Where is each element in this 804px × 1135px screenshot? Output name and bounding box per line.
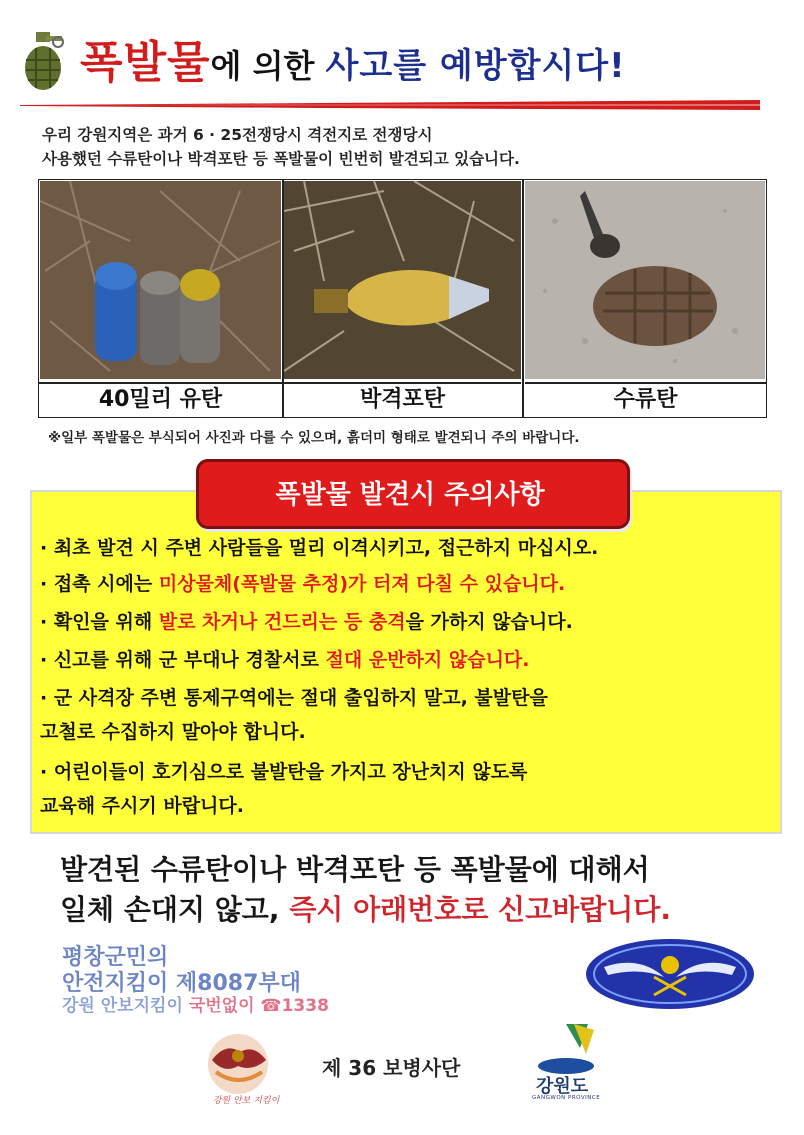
caution-header-text: 폭발물 발견시 주의사항 — [275, 480, 545, 510]
hotline-label: 강원 안보지킴이 — [62, 996, 189, 1016]
rule-warning: 미상물체(폭발물 추정)가 터져 다칠 수 있습니다. — [158, 573, 566, 595]
grenade-rounds-photo — [40, 181, 281, 379]
rule-warning: 발로 차거나 건드리는 등 충격 — [158, 611, 406, 633]
caution-rule-5 — [40, 680, 780, 716]
report-text: 일체 손대지 않고, — [60, 893, 290, 926]
security-guardian-caption: 강원 안보 지킴이 — [212, 1096, 280, 1106]
hand-grenade-photo — [525, 181, 765, 379]
rule-warning: 절대 운반하지 않습니다. — [325, 649, 530, 671]
hotline-number: 국번없이 ☎1338 — [188, 996, 329, 1016]
rule-text: · 어린이들이 호기심으로 불발탄을 가지고 장난치지 않도록 — [40, 761, 528, 783]
intro-line-2: 사용했던 수류탄이나 박격포탄 등 폭발물이 빈번히 발견되고 있습니다. — [42, 150, 520, 168]
rule-text: 교육해 주시기 바랍니다. — [40, 795, 244, 817]
caution-rule-6 — [40, 754, 780, 790]
gangwon-province-name: 강원도 — [536, 1076, 589, 1097]
caution-rule-5-cont — [40, 714, 780, 750]
unit-line-1: 평창군민의 — [62, 945, 169, 970]
gangwon-province-subtitle: GANGWON PROVINCE — [532, 1095, 601, 1101]
gangwon-province-logo-icon — [530, 1020, 610, 1076]
rule-text: · 신고를 위해 군 부대나 경찰서로 — [40, 649, 326, 671]
corrosion-note: ※일부 폭발물은 부식되어 사진과 다를 수 있으며, 흙더미 형태로 발견되니 주의 바랍니다. — [48, 430, 580, 446]
rule-text: 고철로 수집하지 말아야 합니다. — [40, 721, 306, 743]
division-name: 제 36 보병사단 — [322, 1056, 461, 1080]
report-line-1: 발견된 수류탄이나 박격포탄 등 폭발물에 대해서 — [60, 853, 650, 886]
intro-line-1: 우리 강원지역은 과거 6 · 25전쟁당시 격전지로 전쟁당시 — [42, 126, 433, 144]
army-unit-emblem-icon — [584, 937, 756, 1011]
rule-text: · 접촉 시에는 — [40, 573, 159, 595]
title-prevent: 사고를 예방합시다! — [325, 46, 626, 86]
photo-label-40mm: 40밀리 유탄 — [39, 382, 282, 416]
unit-hotline — [62, 991, 329, 1016]
explosives-photo-strip — [38, 179, 767, 418]
title-connector: 에 의한 — [210, 47, 326, 85]
rule-text: 을 가하지 않습니다. — [405, 611, 573, 633]
report-line-2 — [60, 888, 671, 928]
caution-rule-1 — [40, 530, 780, 566]
caution-rule-6-cont — [40, 788, 780, 824]
rule-text: · 확인을 위해 — [40, 611, 159, 633]
title-explosives: 폭발물 — [80, 37, 211, 88]
unit-line-2: 안전지킴이 제8087부대 — [62, 971, 301, 996]
rule-text: · 최초 발견 시 주변 사람들을 멀리 이격시키고, 접근하지 마십시오. — [40, 537, 599, 559]
page-title — [80, 26, 800, 96]
caution-rule-2 — [40, 566, 780, 602]
grenade-icon — [22, 30, 68, 92]
caution-rule-4 — [40, 642, 780, 678]
photo-label-grenade: 수류탄 — [525, 382, 766, 416]
report-warning: 즉시 아래번호로 신고바랍니다. — [289, 893, 671, 926]
rule-text: · 군 사격장 주변 통제구역에는 절대 출입하지 말고, 불발탄을 — [40, 687, 548, 709]
photo-label-mortar: 박격포탄 — [284, 382, 521, 416]
intro-text — [42, 123, 782, 171]
photo-divider — [522, 180, 524, 417]
caution-rule-3 — [40, 604, 780, 640]
mortar-shell-photo — [284, 181, 521, 379]
title-underline — [20, 100, 760, 110]
